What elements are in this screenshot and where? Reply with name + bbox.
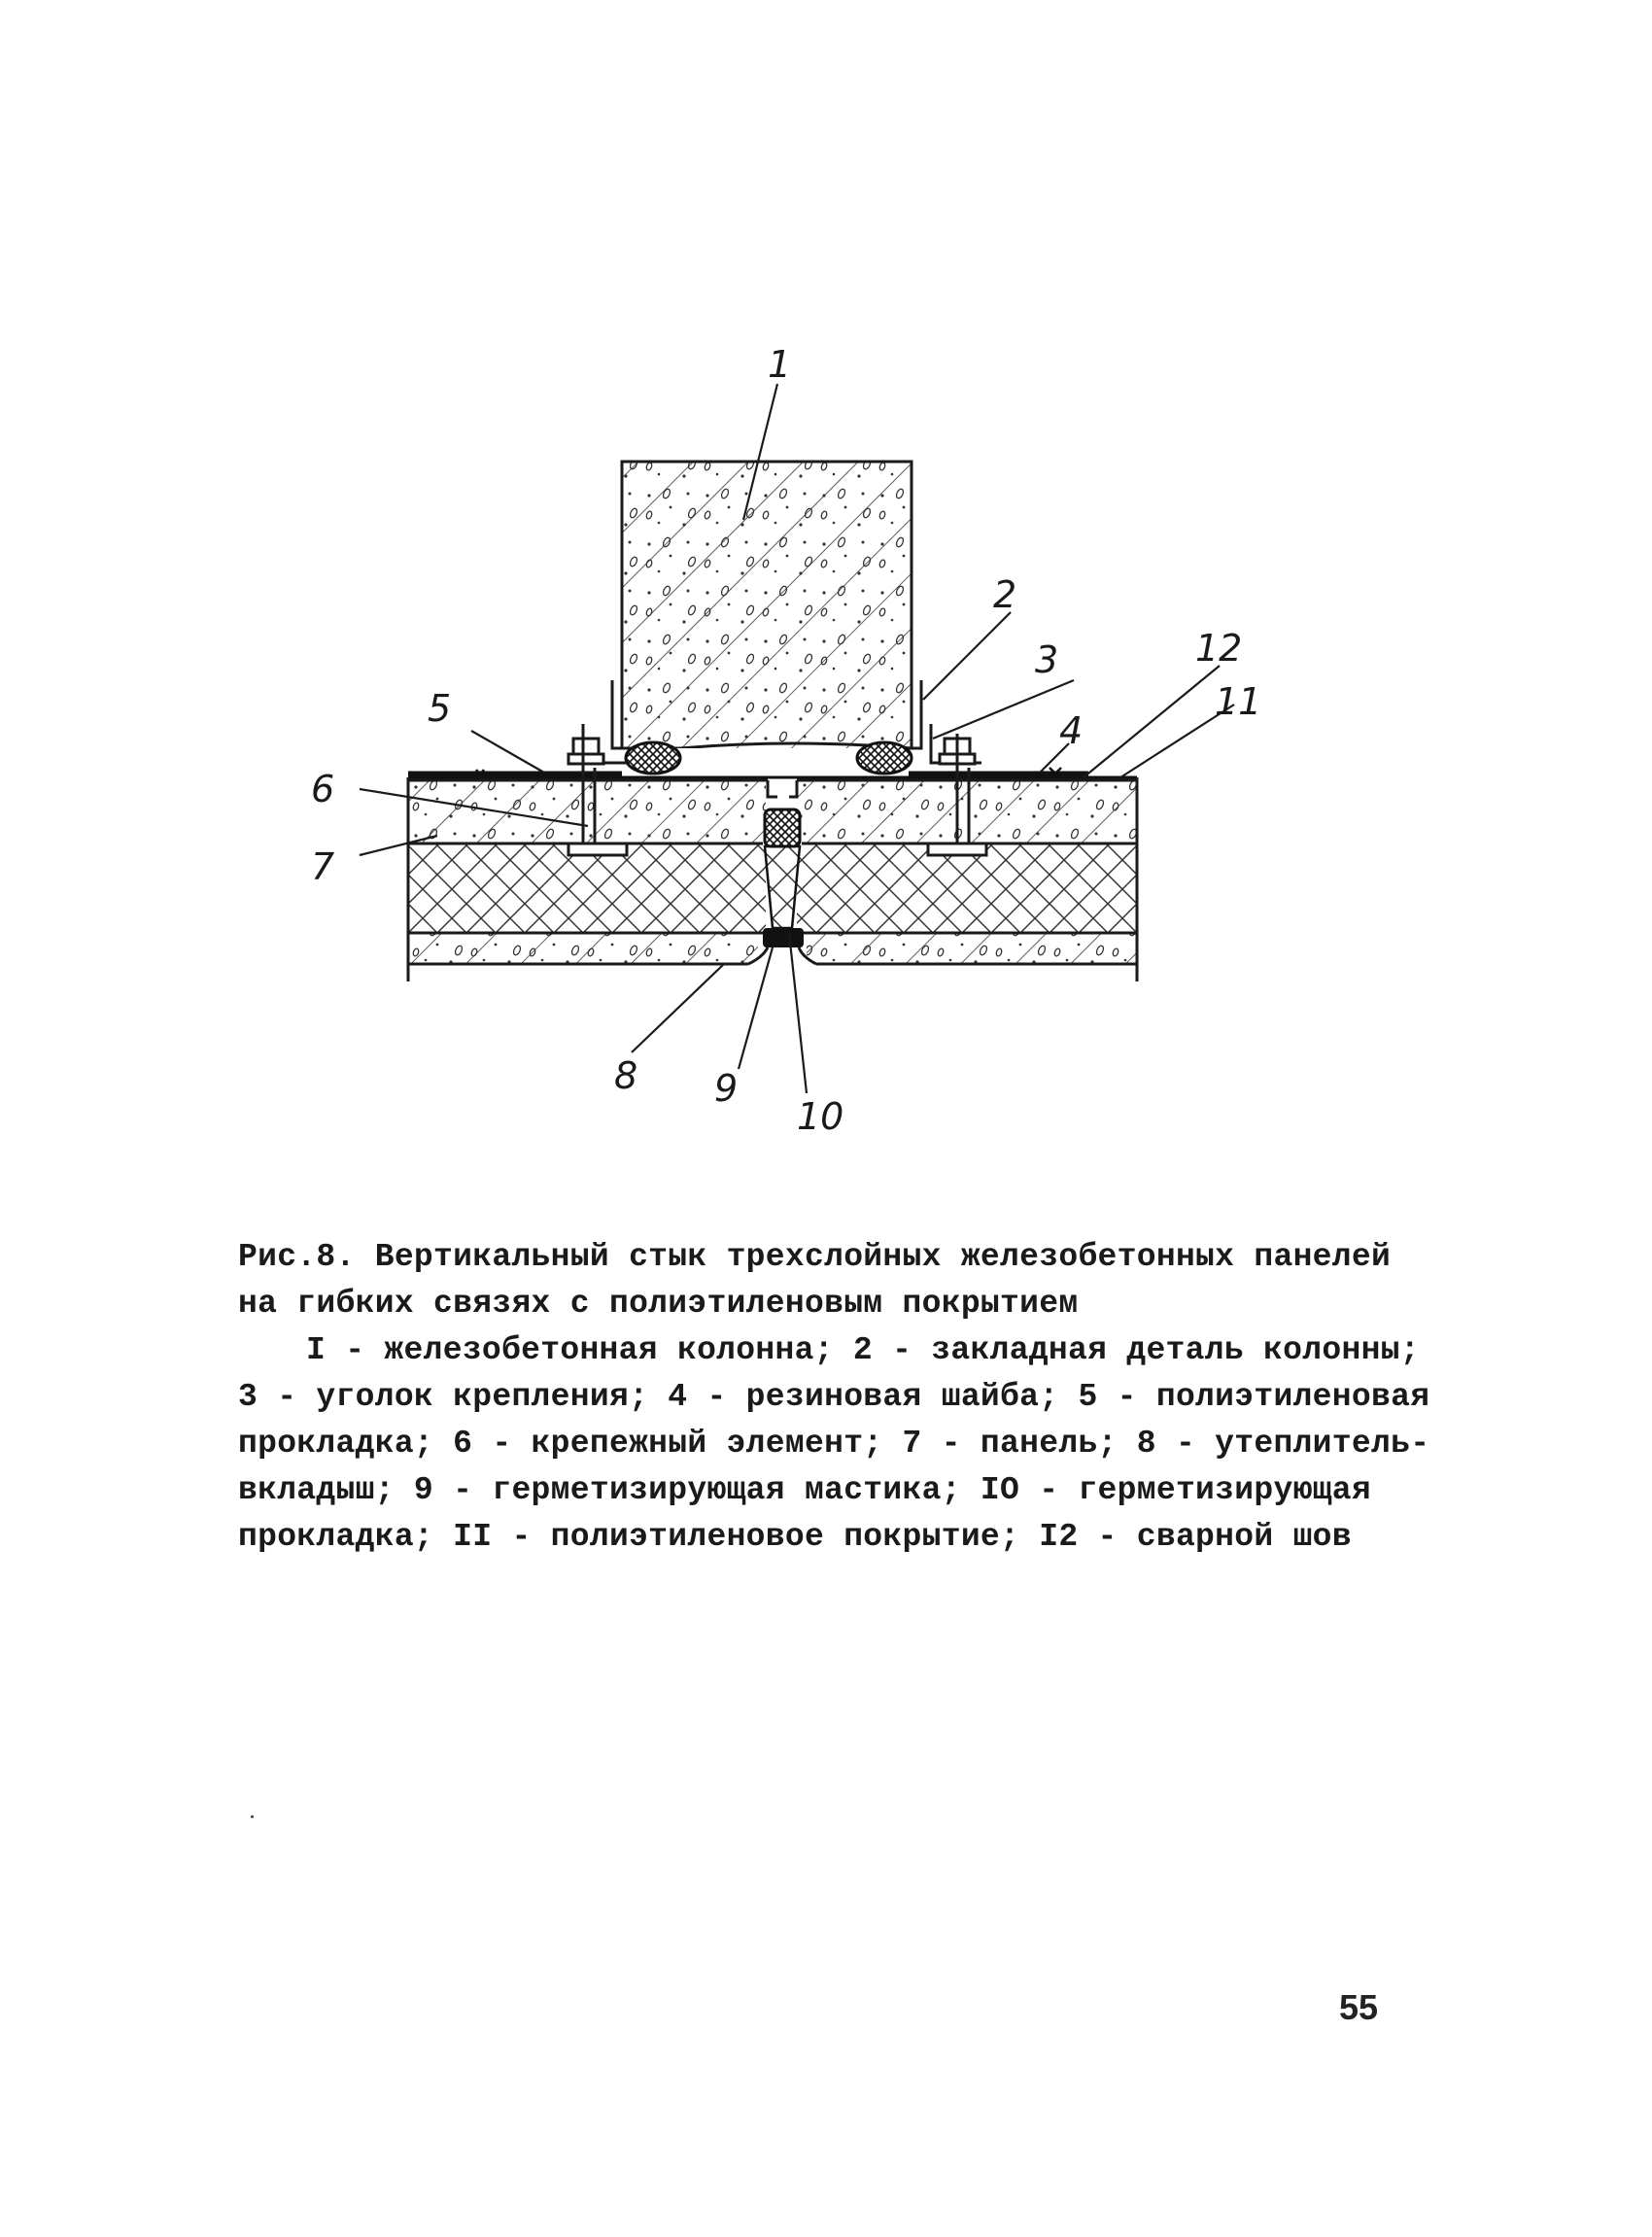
callout-7: 7 bbox=[311, 845, 335, 888]
caption-legend-line-5: прокладка; II - полиэтиленовое покрытие; I2 - сварной шов bbox=[238, 1519, 1352, 1555]
callout-2: 2 bbox=[993, 573, 1017, 616]
page-number: 55 bbox=[1339, 1987, 1379, 2027]
concrete-column bbox=[622, 462, 912, 760]
caption-legend-line-4: вкладыш; 9 - герметизирующая мастика; IO - герметизирующая bbox=[238, 1472, 1371, 1508]
scan-speck bbox=[251, 1815, 254, 1818]
callout-1: 1 bbox=[768, 343, 792, 386]
callout-8: 8 bbox=[614, 1054, 638, 1097]
caption-legend-line-1: I - железобетонная колонна; 2 - закладная деталь колонны; bbox=[306, 1332, 1420, 1368]
caption-title-line-2: на гибких связях с полиэтиленовым покрытием bbox=[238, 1286, 1079, 1322]
callout-10: 10 bbox=[797, 1095, 844, 1138]
callout-9: 9 bbox=[714, 1067, 739, 1110]
callout-3: 3 bbox=[1035, 638, 1059, 681]
polyethylene-layers bbox=[408, 768, 1137, 779]
figure-caption bbox=[238, 1234, 1430, 1561]
caption-legend-line-3: прокладка; 6 - крепежный элемент; 7 - панель; 8 - утеплитель- bbox=[238, 1426, 1430, 1462]
callout-12: 12 bbox=[1195, 627, 1243, 670]
callout-11: 11 bbox=[1215, 680, 1262, 723]
callout-6: 6 bbox=[311, 768, 335, 810]
callout-4: 4 bbox=[1059, 709, 1084, 752]
callout-5: 5 bbox=[428, 687, 452, 730]
caption-legend-line-2: 3 - уголок крепления; 4 - резиновая шайба; 5 - полиэтиленовая bbox=[238, 1379, 1430, 1415]
caption-title-line-1: Рис.8. Вертикальный стык трехслойных железобетонных панелей bbox=[238, 1239, 1392, 1275]
